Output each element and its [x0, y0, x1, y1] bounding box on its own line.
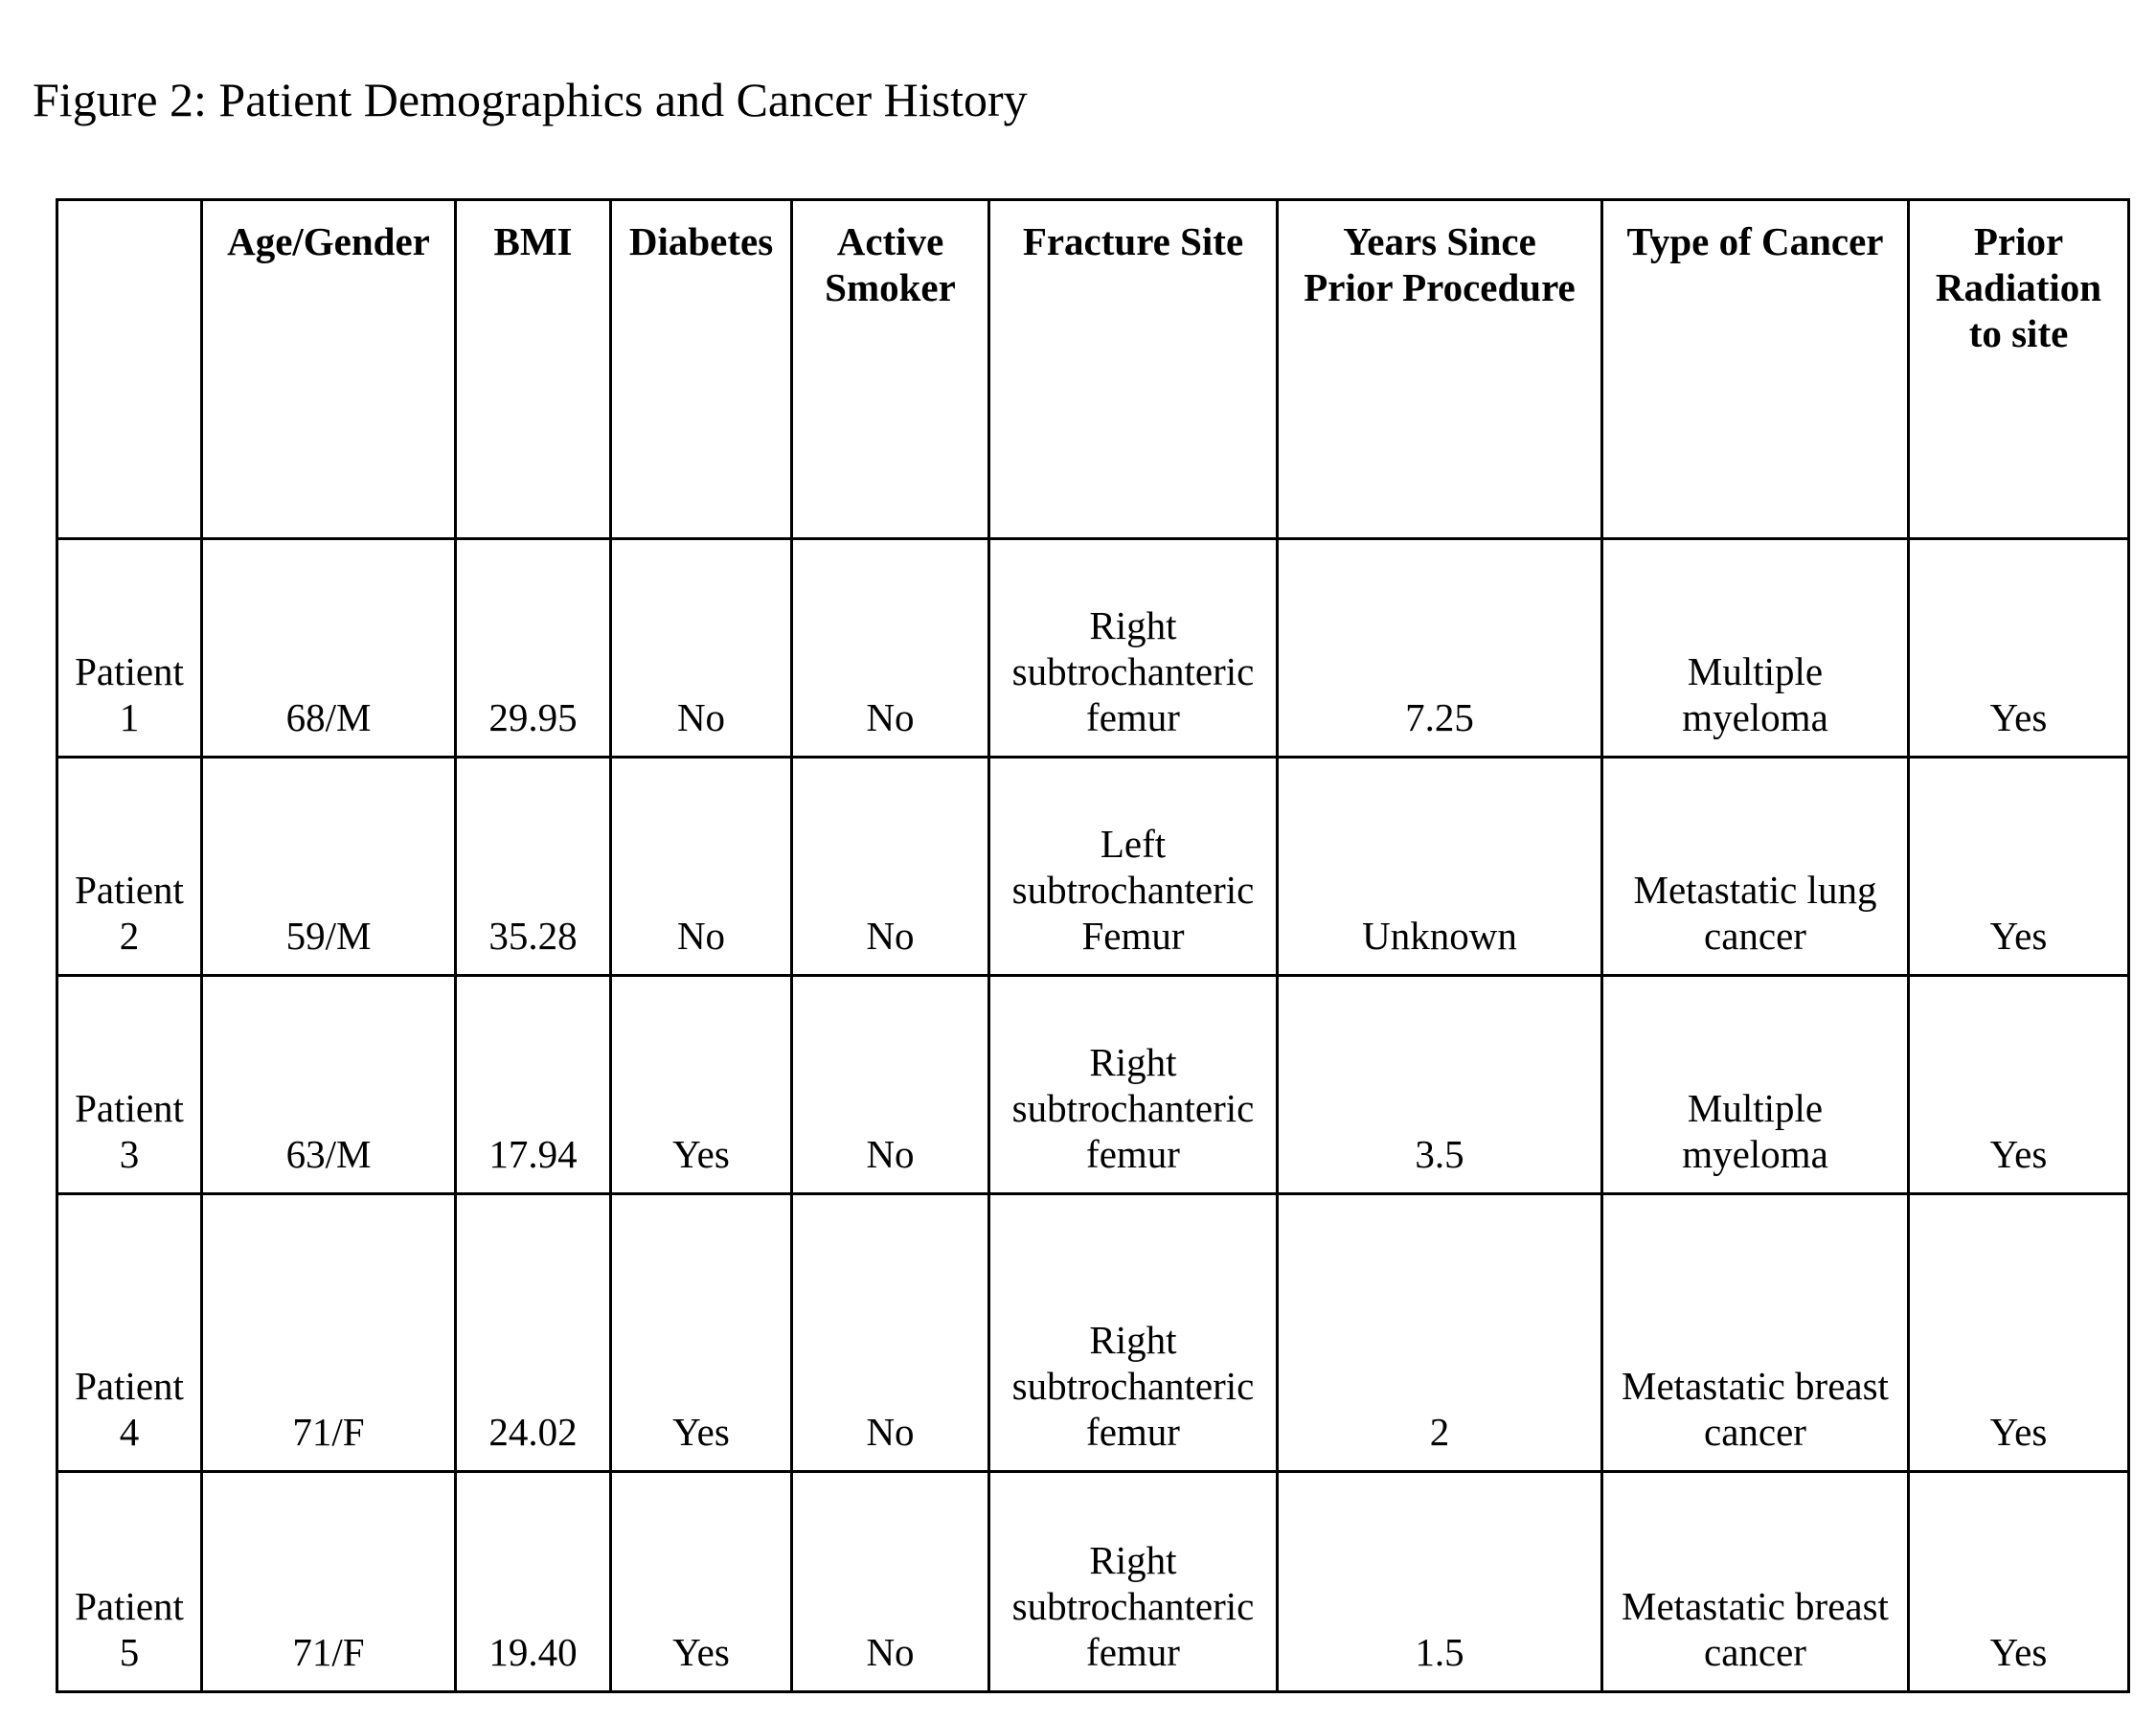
years-since-cell: 3.5 — [1278, 976, 1602, 1194]
years-since-cell: Unknown — [1278, 758, 1602, 976]
figure-title: Figure 2: Patient Demographics and Cancer History — [33, 73, 1028, 126]
years-since-cell: 1.5 — [1278, 1472, 1602, 1692]
diabetes-cell: Yes — [611, 1194, 792, 1472]
table-row — [57, 1472, 2129, 1692]
years-since-cell: 2 — [1278, 1194, 1602, 1472]
cancer-type-cell: Metastatic breast cancer — [1602, 1194, 1909, 1472]
fracture-site-cell: Left subtrochanteric Femur — [989, 758, 1278, 976]
cancer-type-cell: Multiple myeloma — [1602, 976, 1909, 1194]
bmi-cell: 19.40 — [456, 1472, 611, 1692]
header-age-gender: Age/Gender — [202, 200, 456, 539]
diabetes-cell: No — [611, 758, 792, 976]
header-fracture-site: Fracture Site — [989, 200, 1278, 539]
active-smoker-cell: No — [792, 976, 989, 1194]
prior-radiation-cell: Yes — [1909, 539, 2129, 758]
table-header-row — [57, 200, 2129, 539]
prior-radiation-cell: Yes — [1909, 1472, 2129, 1692]
prior-radiation-cell: Yes — [1909, 976, 2129, 1194]
patient-cell: Patient 2 — [57, 758, 202, 976]
active-smoker-cell: No — [792, 539, 989, 758]
cancer-type-cell: Metastatic lung cancer — [1602, 758, 1909, 976]
table-row — [57, 1194, 2129, 1472]
cancer-type-cell: Multiple myeloma — [1602, 539, 1909, 758]
age-gender-cell: 68/M — [202, 539, 456, 758]
header-cell-empty — [57, 200, 202, 539]
header-prior-radiation: Prior Radiation to site — [1909, 200, 2129, 539]
age-gender-cell: 63/M — [202, 976, 456, 1194]
age-gender-cell: 71/F — [202, 1472, 456, 1692]
age-gender-cell: 59/M — [202, 758, 456, 976]
active-smoker-cell: No — [792, 1194, 989, 1472]
diabetes-cell: No — [611, 539, 792, 758]
header-years-since-prior-procedure: Years Since Prior Procedure — [1278, 200, 1602, 539]
fracture-site-cell: Right subtrochanteric femur — [989, 1472, 1278, 1692]
header-diabetes: Diabetes — [611, 200, 792, 539]
bmi-cell: 24.02 — [456, 1194, 611, 1472]
header-bmi: BMI — [456, 200, 611, 539]
header-type-of-cancer: Type of Cancer — [1602, 200, 1909, 539]
patient-cell: Patient 5 — [57, 1472, 202, 1692]
years-since-cell: 7.25 — [1278, 539, 1602, 758]
active-smoker-cell: No — [792, 758, 989, 976]
patient-cell: Patient 3 — [57, 976, 202, 1194]
prior-radiation-cell: Yes — [1909, 758, 2129, 976]
bmi-cell: 29.95 — [456, 539, 611, 758]
fracture-site-cell: Right subtrochanteric femur — [989, 1194, 1278, 1472]
patient-demographics-table — [56, 198, 2130, 1693]
fracture-site-cell: Right subtrochanteric femur — [989, 976, 1278, 1194]
diabetes-cell: Yes — [611, 1472, 792, 1692]
prior-radiation-cell: Yes — [1909, 1194, 2129, 1472]
bmi-cell: 17.94 — [456, 976, 611, 1194]
cancer-type-cell: Metastatic breast cancer — [1602, 1472, 1909, 1692]
age-gender-cell: 71/F — [202, 1194, 456, 1472]
diabetes-cell: Yes — [611, 976, 792, 1194]
bmi-cell: 35.28 — [456, 758, 611, 976]
patient-cell: Patient 1 — [57, 539, 202, 758]
table-row — [57, 539, 2129, 758]
table-row — [57, 758, 2129, 976]
table-row — [57, 976, 2129, 1194]
active-smoker-cell: No — [792, 1472, 989, 1692]
patient-cell: Patient 4 — [57, 1194, 202, 1472]
header-active-smoker: Active Smoker — [792, 200, 989, 539]
fracture-site-cell: Right subtrochanteric femur — [989, 539, 1278, 758]
